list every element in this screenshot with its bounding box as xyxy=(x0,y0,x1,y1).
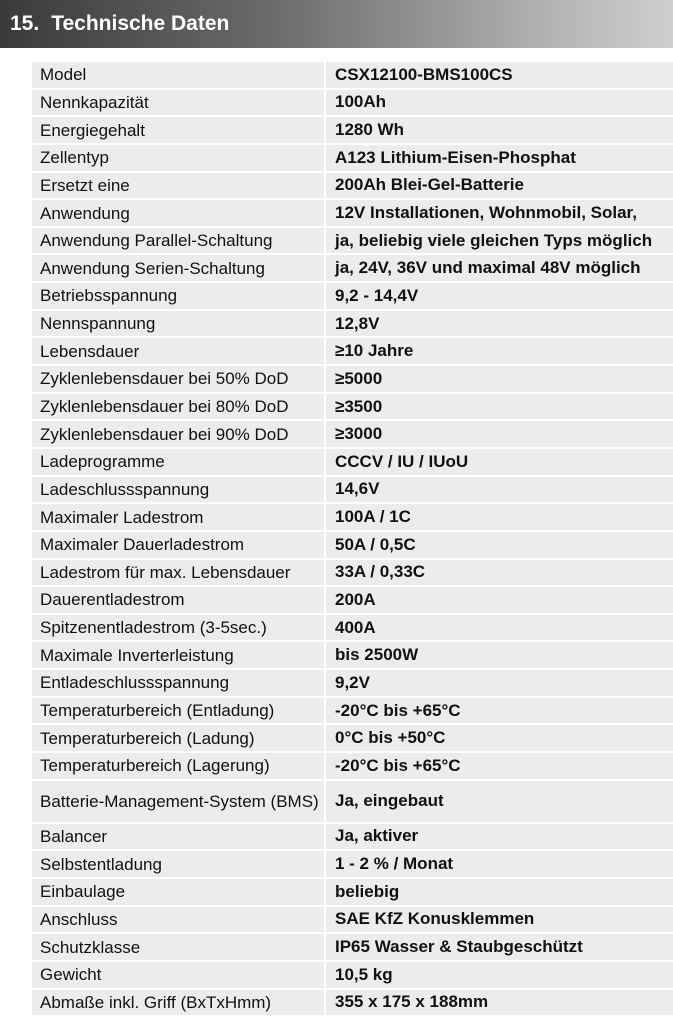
spec-label: Ersetzt eine xyxy=(32,173,326,199)
spec-label: Maximaler Ladestrom xyxy=(32,504,326,530)
spec-label: Maximale Inverterleistung xyxy=(32,642,326,668)
spec-label: Zellentyp xyxy=(32,145,326,171)
spec-table xyxy=(32,62,673,1017)
spec-label: Abmaße inkl. Griff (BxTxHmm) xyxy=(32,990,326,1016)
spec-row xyxy=(32,338,673,364)
spec-row xyxy=(32,560,673,586)
spec-label: Betriebsspannung xyxy=(32,283,326,309)
spec-label: Schutzklasse xyxy=(32,934,326,960)
spec-value: 0°C bis +50°C xyxy=(335,728,446,748)
spec-value: 400A xyxy=(335,617,376,637)
spec-row xyxy=(32,670,673,696)
spec-value: ja, beliebig viele gleichen Typs möglich xyxy=(335,230,653,250)
spec-value: 10,5 kg xyxy=(335,964,393,984)
spec-row xyxy=(32,753,673,779)
spec-row xyxy=(32,781,673,822)
spec-row xyxy=(32,907,673,933)
spec-label: Maximaler Dauerladestrom xyxy=(32,532,326,558)
spec-label: Model xyxy=(32,62,326,88)
spec-label: Batterie-Management-System (BMS) xyxy=(32,781,326,822)
spec-row xyxy=(32,725,673,751)
spec-row xyxy=(32,173,673,199)
spec-value: 9,2V xyxy=(335,672,370,692)
spec-label: Einbaulage xyxy=(32,879,326,905)
spec-row xyxy=(32,824,673,850)
spec-row xyxy=(32,587,673,613)
spec-value: 33A / 0,33C xyxy=(335,562,426,582)
spec-label: Zyklenlebensdauer bei 80% DoD xyxy=(32,394,326,420)
spec-value: ≥3500 xyxy=(335,396,383,416)
spec-row xyxy=(32,851,673,877)
spec-label: Nennkapazität xyxy=(32,90,326,116)
spec-row xyxy=(32,200,673,226)
spec-value: bis 2500W xyxy=(335,645,419,665)
spec-row xyxy=(32,962,673,988)
spec-label: Selbstentladung xyxy=(32,851,326,877)
spec-value: -20°C bis +65°C xyxy=(335,755,461,775)
spec-value: A123 Lithium-Eisen-Phosphat xyxy=(335,147,576,167)
spec-value: ≥10 Jahre xyxy=(335,341,414,361)
spec-row xyxy=(32,117,673,143)
spec-label: Energiegehalt xyxy=(32,117,326,143)
spec-row xyxy=(32,62,673,88)
spec-label: Anwendung Serien-Schaltung xyxy=(32,255,326,281)
spec-value: 9,2 - 14,4V xyxy=(335,285,419,305)
spec-row xyxy=(32,642,673,668)
spec-label: Balancer xyxy=(32,824,326,850)
spec-value: ≥5000 xyxy=(335,368,383,388)
spec-row xyxy=(32,311,673,337)
spec-row xyxy=(32,532,673,558)
spec-value: 200Ah Blei-Gel-Batterie xyxy=(335,175,524,195)
spec-row xyxy=(32,366,673,392)
spec-row xyxy=(32,504,673,530)
spec-value: 12V Installationen, Wohnmobil, Solar, xyxy=(335,203,637,223)
spec-label: Temperaturbereich (Lagerung) xyxy=(32,753,326,779)
section-title: Technische Daten xyxy=(51,12,230,35)
spec-value: 12,8V xyxy=(335,313,380,333)
spec-label: Anschluss xyxy=(32,907,326,933)
spec-row xyxy=(32,477,673,503)
spec-label: Lebensdauer xyxy=(32,338,326,364)
spec-value: 100Ah xyxy=(335,92,387,112)
spec-row xyxy=(32,421,673,447)
spec-value: 200A xyxy=(335,589,376,609)
spec-row xyxy=(32,615,673,641)
spec-label: Zyklenlebensdauer bei 50% DoD xyxy=(32,366,326,392)
spec-value: 1280 Wh xyxy=(335,120,404,140)
spec-row xyxy=(32,449,673,475)
spec-label: Anwendung xyxy=(32,200,326,226)
spec-row xyxy=(32,934,673,960)
spec-value: -20°C bis +65°C xyxy=(335,700,461,720)
spec-row xyxy=(32,698,673,724)
spec-value: 14,6V xyxy=(335,479,380,499)
spec-row xyxy=(32,879,673,905)
spec-value: CCCV / IU / IUoU xyxy=(335,451,469,471)
spec-value: IP65 Wasser & Staubgeschützt xyxy=(335,937,583,957)
spec-label: Temperaturbereich (Entladung) xyxy=(32,698,326,724)
spec-value: SAE KfZ Konusklemmen xyxy=(335,909,535,929)
spec-row xyxy=(32,90,673,116)
spec-row xyxy=(32,145,673,171)
spec-value: 355 x 175 x 188mm xyxy=(335,992,489,1012)
spec-value: ja, 24V, 36V und maximal 48V möglich xyxy=(335,258,641,278)
spec-row xyxy=(32,255,673,281)
spec-label: Ladeschlussspannung xyxy=(32,477,326,503)
spec-value: Ja, aktiver xyxy=(335,826,419,846)
spec-label: Entladeschlussspannung xyxy=(32,670,326,696)
spec-label: Gewicht xyxy=(32,962,326,988)
spec-label: Anwendung Parallel-Schaltung xyxy=(32,228,326,254)
spec-label: Ladestrom für max. Lebensdauer xyxy=(32,560,326,586)
section-number: 15. xyxy=(10,12,40,35)
spec-row xyxy=(32,394,673,420)
spec-value: ≥3000 xyxy=(335,424,383,444)
spec-label: Zyklenlebensdauer bei 90% DoD xyxy=(32,421,326,447)
spec-value: 100A / 1C xyxy=(335,507,411,527)
spec-label: Nennspannung xyxy=(32,311,326,337)
spec-row xyxy=(32,283,673,309)
spec-value: Ja, eingebaut xyxy=(335,791,444,811)
spec-value: beliebig xyxy=(335,881,400,901)
spec-label: Temperaturbereich (Ladung) xyxy=(32,725,326,751)
spec-value: 50A / 0,5C xyxy=(335,534,416,554)
spec-value: CSX12100-BMS100CS xyxy=(335,64,513,84)
section-header xyxy=(0,0,673,48)
spec-label: Dauerentladestrom xyxy=(32,587,326,613)
spec-row xyxy=(32,228,673,254)
spec-value: 1 - 2 % / Monat xyxy=(335,854,454,874)
spec-label: Spitzenentladestrom (3-5sec.) xyxy=(32,615,326,641)
spec-label: Ladeprogramme xyxy=(32,449,326,475)
spec-row xyxy=(32,990,673,1016)
